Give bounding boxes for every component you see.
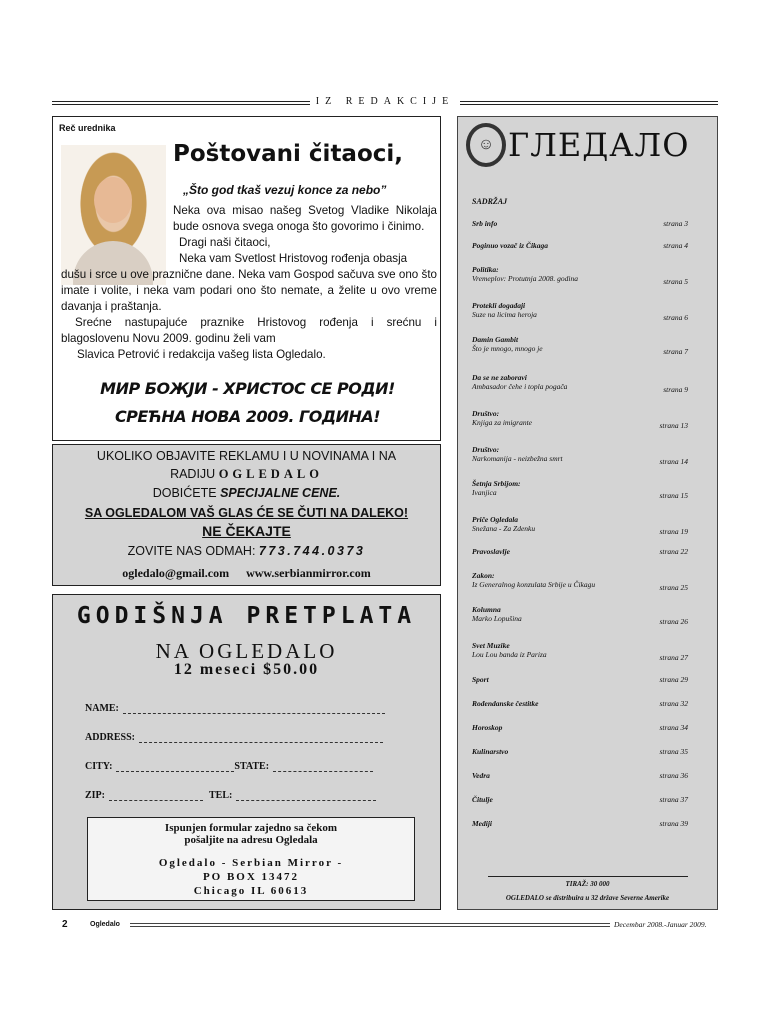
contents-subtitle: Marko Lopušina <box>472 614 522 623</box>
contents-item[interactable] <box>472 747 688 756</box>
contents-item[interactable] <box>472 675 688 684</box>
contents-subtitle: Iz Generalnog konzulata Srbije u Čikagu <box>472 580 596 589</box>
header-rule-right <box>460 101 718 105</box>
editorial-paragraph-3b: dušu i srce u ove praznične dane. Neka vam Gospod sačuva sve ono što imate i volite, i neka vam podari ono što nemate, a želite u ovo vreme davanja i praštanja. <box>61 268 437 313</box>
mailing-note-line-2: pošaljite na adresu Ogledala <box>184 834 318 846</box>
slogan-christmas: МИР БОЖЈИ - ХРИСТОС СЕ РОДИ! <box>100 379 395 398</box>
contents-page: strana 36 <box>659 771 688 780</box>
footer-publication: Ogledalo <box>90 921 120 928</box>
contents-section: Sport <box>472 675 489 684</box>
contents-heading: SADRŽAJ <box>472 197 508 206</box>
contents-subtitle: Suze na licima heroja <box>472 310 537 319</box>
city-label: CITY: <box>85 761 113 772</box>
address-label: ADDRESS: <box>85 732 136 743</box>
contents-subtitle: Vremeplov: Protutnja 2008. godina <box>472 274 578 283</box>
contents-page: strana 39 <box>659 819 688 828</box>
contents-section: Šetnja Srbijom: <box>472 479 521 488</box>
editorial-paragraph-1: Neka ova misao našeg Svetog Vladike Nikolaja bude osnova svega onoga što govorimo i činimo. <box>173 204 437 233</box>
section-title: IZ REDAKCIJE <box>315 96 455 107</box>
contents-section: Društvo: <box>472 445 500 454</box>
contents-page: strana 4 <box>663 241 688 250</box>
subscription-title: GODIŠNJA PRETPLATA <box>76 603 417 629</box>
contents-item[interactable] <box>472 241 688 250</box>
contents-page: strana 13 <box>659 421 688 430</box>
contents-subtitle: Ivanjica <box>472 488 497 497</box>
subscription-price: 12 meseci $50.00 <box>173 661 320 678</box>
contents-page: strana 32 <box>659 699 688 708</box>
contents-item[interactable] <box>472 265 688 286</box>
contents-section: Čitulje <box>472 795 493 804</box>
contents-item[interactable] <box>472 479 688 500</box>
zip-label: ZIP: <box>85 790 105 801</box>
mailing-note <box>87 817 415 901</box>
contents-page: strana 35 <box>659 747 688 756</box>
editorial-title: Poštovani čitaoci, <box>173 141 404 167</box>
contents-section: Protekli događaji <box>472 301 526 310</box>
contents-page: strana 9 <box>663 385 688 394</box>
advert-brand: OGLEDALO <box>218 467 323 481</box>
contents-box <box>457 116 718 910</box>
contents-item[interactable] <box>472 373 688 394</box>
contents-section: Rođendanske čestitke <box>472 699 539 708</box>
contents-section: Pravoslavlje <box>472 547 510 556</box>
contents-section: Da se ne zaboravi <box>472 373 527 382</box>
contents-page: strana 6 <box>663 313 688 322</box>
logo-text: ГЛЕДАЛО <box>508 126 690 164</box>
contents-item[interactable] <box>472 605 688 626</box>
contents-section: Damin Gambit <box>472 335 519 344</box>
distribution-note: OGLEDALO se distribuira u 32 države Severne Amerike <box>505 894 670 902</box>
contents-page: strana 19 <box>659 527 688 536</box>
footer-date: Decembar 2008.-Januar 2009. <box>614 920 707 929</box>
editorial-paragraph-3a: Neka vam Svetlost Hristovog rođenja obasja <box>179 252 408 265</box>
contents-page: strana 34 <box>659 723 688 732</box>
contents-item[interactable] <box>472 795 688 804</box>
state-line[interactable] <box>273 764 373 772</box>
address-line[interactable] <box>139 735 383 743</box>
contents-subtitle: Narkomanija - neizbežna smrt <box>472 454 563 463</box>
advert-box <box>52 444 441 586</box>
contents-section: Svet Muzike <box>472 641 510 650</box>
name-label: NAME: <box>85 703 119 714</box>
ogledalo-logo <box>466 121 711 169</box>
header-rule-left <box>52 101 310 105</box>
subscription-box <box>52 594 441 910</box>
city-state-field <box>85 761 373 772</box>
contents-page: strana 14 <box>659 457 688 466</box>
contents-section: Mediji <box>472 819 492 828</box>
contents-subtitle: Što je mnogo, mnogo je <box>472 344 543 353</box>
contents-rule <box>488 876 688 877</box>
mailing-address-line-2: PO BOX 13472 <box>202 871 300 883</box>
contents-page: strana 27 <box>659 653 688 662</box>
contents-item[interactable] <box>472 571 688 592</box>
tel-label: TEL: <box>209 790 233 801</box>
mailing-note-line-1: Ispunjen formular zajedno sa čekom <box>164 822 338 834</box>
contents-item[interactable] <box>472 445 688 466</box>
contents-item[interactable] <box>472 335 688 356</box>
contents-section: Priče Ogledala <box>472 515 519 524</box>
contents-item[interactable] <box>472 641 688 662</box>
city-line[interactable] <box>116 764 234 772</box>
advert-phone-line <box>53 544 440 558</box>
subscription-subtitle: NA OGLEDALO <box>155 639 338 663</box>
mailing-address-line-3: Chicago IL 60613 <box>193 885 309 897</box>
contents-page: strana 5 <box>663 277 688 286</box>
contents-item[interactable] <box>472 723 688 732</box>
advert-radio-text: RADIJU <box>170 467 219 481</box>
contents-section: Srb info <box>472 219 498 228</box>
contents-item[interactable] <box>472 819 688 828</box>
contents-section: Vedra <box>472 771 490 780</box>
advert-get-text: DOBIĆETE <box>152 486 221 500</box>
slogan-new-year: СРЕЋНА НОВА 2009. ГОДИНА! <box>114 407 381 426</box>
advert-line-1: UKOLIKO OBJAVITE REKLAMU I U NOVINAMA I NA <box>96 449 397 463</box>
name-line[interactable] <box>123 706 385 714</box>
advert-line-5: NE ČEKAJTE <box>202 523 291 539</box>
mirror-logo-icon: ☺ <box>466 123 506 167</box>
editorial-label: Reč urednika <box>59 123 116 133</box>
contents-section: Društvo: <box>472 409 500 418</box>
state-label: STATE: <box>234 761 270 772</box>
contents-page: strana 37 <box>659 795 688 804</box>
contents-page: strana 25 <box>659 583 688 592</box>
name-field <box>85 703 385 714</box>
contents-item[interactable] <box>472 409 688 430</box>
zip-line[interactable] <box>109 793 203 801</box>
mailing-address-line-1: Ogledalo - Serbian Mirror - <box>158 857 344 869</box>
editorial-paragraph-2: Dragi naši čitaoci, <box>179 236 271 249</box>
tel-line[interactable] <box>236 793 376 801</box>
page-number: 2 <box>62 919 68 930</box>
advert-special-prices: SPECIJALNE CENE. <box>220 486 341 500</box>
contents-item[interactable] <box>472 547 688 556</box>
contents-section: Politika: <box>472 265 499 274</box>
zip-tel-field <box>85 790 376 801</box>
advert-line-3 <box>53 486 440 500</box>
contents-section: Zakon: <box>472 571 495 580</box>
contents-section: Horoskop <box>472 723 503 732</box>
contents-section: Kolumna <box>472 605 501 614</box>
contents-item[interactable] <box>472 301 688 322</box>
advert-call-text: ZOVITE NAS ODMAH: <box>127 544 259 558</box>
contents-item[interactable] <box>472 219 688 228</box>
contents-item[interactable] <box>472 515 688 536</box>
advert-email[interactable]: ogledalo@gmail.com <box>122 566 230 580</box>
address-field <box>85 732 383 743</box>
contents-page: strana 7 <box>663 347 688 356</box>
contents-item[interactable] <box>472 771 688 780</box>
advert-website[interactable]: www.serbianmirror.com <box>246 566 371 580</box>
advert-contacts <box>53 566 440 581</box>
contents-page: strana 3 <box>663 219 688 228</box>
editorial-body <box>61 203 437 363</box>
advert-line-2 <box>53 467 440 482</box>
editorial-quote: „Što god tkaš vezuj konce za nebo” <box>183 183 387 197</box>
contents-section: Kulinarstvo <box>472 747 509 756</box>
contents-subtitle: Snežana - Za Zdenku <box>472 524 536 533</box>
circulation: TIRAŽ: 30 000 <box>565 880 610 888</box>
editorial-paragraph-4: Srećne nastupajuće praznike Hristovog rođenja i srećnu i blagoslovenu Novu 2009. godinu želi vam <box>61 316 437 345</box>
contents-subtitle: Lou Lou banda iz Pariza <box>472 650 547 659</box>
contents-page: strana 26 <box>659 617 688 626</box>
advert-line-4: SA OGLEDALOM VAŠ GLAS ĆE SE ČUTI NA DALEKO! <box>84 506 409 520</box>
advert-phone: 773.744.0373 <box>258 544 366 558</box>
contents-page: strana 22 <box>659 547 688 556</box>
editorial-box <box>52 116 441 441</box>
contents-subtitle: Knjiga za imigrante <box>472 418 533 427</box>
contents-section: Poginuo vozač iz Čikaga <box>472 241 549 250</box>
contents-item[interactable] <box>472 699 688 708</box>
contents-subtitle: Ambasador čehe i topla pogača <box>472 382 568 391</box>
contents-page: strana 29 <box>659 675 688 684</box>
editorial-signature: Slavica Petrović i redakcija vašeg lista Ogledalo. <box>77 348 326 361</box>
footer-rule <box>130 923 610 927</box>
contents-page: strana 15 <box>659 491 688 500</box>
